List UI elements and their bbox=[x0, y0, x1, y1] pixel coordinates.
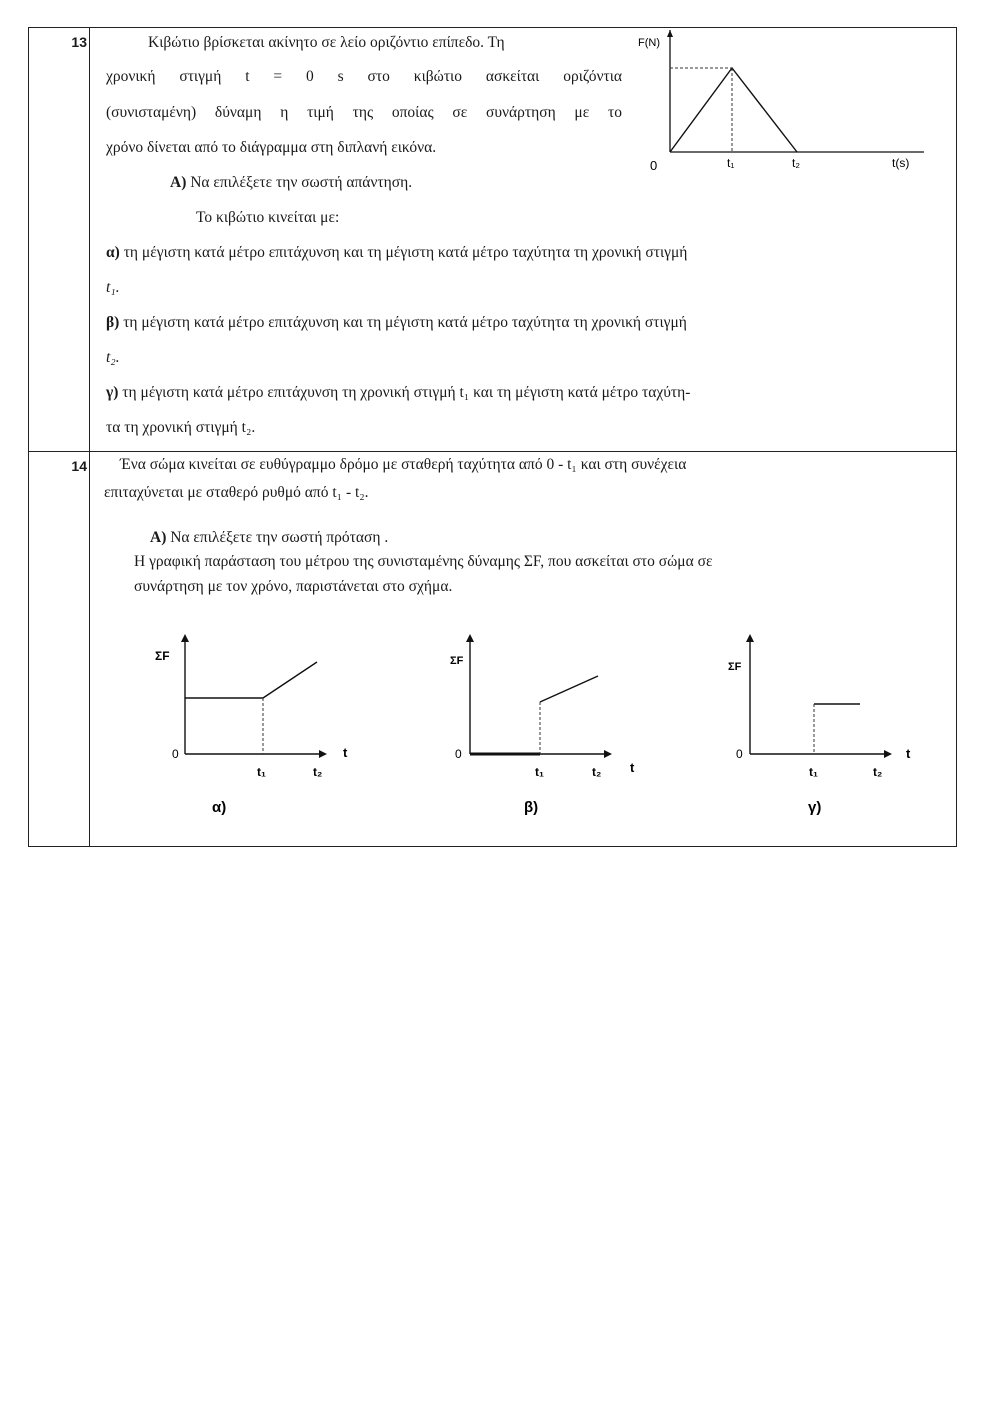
question-stem: συνάρτηση με τον χρόνο, παριστάνεται στο σχήμα. bbox=[134, 578, 453, 595]
option-b-continuation: t₂. bbox=[106, 349, 120, 366]
x-axis-label: t bbox=[630, 760, 635, 775]
t1-label: t₁ bbox=[535, 765, 544, 779]
intro-line: χρόνο δίνεται από το διάγραμμα στη διπλανή εικόνα. bbox=[106, 139, 437, 156]
origin-label: 0 bbox=[650, 158, 658, 173]
option-c bbox=[106, 384, 690, 402]
graph-caption: β) bbox=[524, 799, 539, 816]
intro-line: Ένα σώμα κινείται σε ευθύγραμμο δρόμο με σταθερή ταχύτητα από 0 - t₁ και στη συνέχεια bbox=[120, 456, 687, 473]
question-number: 14 bbox=[29, 452, 90, 847]
x-axis-arrow bbox=[604, 750, 612, 758]
t2-label: t₂ bbox=[313, 765, 323, 779]
task-text: Να επιλέξετε την σωστή πρόταση . bbox=[170, 529, 389, 546]
option-b bbox=[106, 314, 687, 332]
option-label: β) bbox=[106, 314, 120, 331]
y-axis-arrow bbox=[746, 634, 754, 642]
intro-line: (συνισταμένη) δύναμη η τιμή της οποίας σε συνάρτηση με το bbox=[106, 104, 622, 121]
exercise-sheet bbox=[28, 27, 957, 847]
origin-label: 0 bbox=[172, 747, 179, 761]
force-curve bbox=[670, 68, 797, 152]
option-label: α) bbox=[106, 244, 120, 261]
option-c-continuation: τα τη χρονική στιγμή t₂. bbox=[106, 419, 256, 436]
question-stem: Το κιβώτιο κινείται με: bbox=[196, 209, 340, 226]
origin-label: 0 bbox=[455, 747, 462, 761]
question-row-13 bbox=[29, 28, 957, 452]
question-row-14 bbox=[29, 452, 957, 847]
y-axis-arrow bbox=[181, 634, 189, 642]
force-time-graph bbox=[630, 28, 930, 188]
y-axis-label: ΣF bbox=[450, 655, 464, 667]
y-axis-label: ΣF bbox=[728, 661, 742, 673]
x-axis-label: t bbox=[906, 746, 911, 761]
questions-table bbox=[28, 27, 957, 847]
question-body-13 bbox=[90, 28, 957, 452]
intro-line: χρονική στιγμή t = 0 s στο κιβώτιο ασκείται οριζόντια bbox=[106, 68, 622, 85]
option-a bbox=[106, 244, 687, 262]
y-axis-arrow bbox=[466, 634, 474, 642]
t2-label: t₂ bbox=[873, 765, 883, 779]
y-axis-label: ΣF bbox=[155, 649, 170, 663]
task-instruction bbox=[150, 529, 388, 547]
x-axis-label: t bbox=[343, 745, 348, 760]
force-curve bbox=[540, 676, 598, 702]
graph-option-b bbox=[430, 630, 670, 820]
y-axis-arrow bbox=[667, 30, 673, 37]
option-text: τη μέγιστη κατά μέτρο επιτάχυνση και τη μέγιστη κατά μέτρο ταχύτητα τη χρονική στιγμή bbox=[123, 244, 688, 261]
option-text: τη μέγιστη κατά μέτρο επιτάχυνση τη χρονική στιγμή t₁ και τη μέγιστη κατά μέτρο ταχύτη- bbox=[122, 384, 691, 401]
task-text: Να επιλέξετε την σωστή απάντηση. bbox=[190, 174, 413, 191]
question-stem: Η γραφική παράσταση του μέτρου της συνισταμένης δύναμης ΣF, που ασκείται στο σώμα σε bbox=[134, 553, 713, 570]
task-instruction bbox=[170, 174, 412, 192]
t1-label: t₁ bbox=[257, 765, 266, 779]
y-axis-label: F(N) bbox=[638, 37, 660, 49]
origin-label: 0 bbox=[736, 747, 743, 761]
x-axis-label: t(s) bbox=[892, 156, 910, 170]
x-axis-arrow bbox=[884, 750, 892, 758]
x-axis-arrow bbox=[319, 750, 327, 758]
option-text: τη μέγιστη κατά μέτρο επιτάχυνση και τη μέγιστη κατά μέτρο ταχύτητα τη χρονική στιγμή bbox=[123, 314, 687, 331]
intro-line: επιταχύνεται με σταθερό ρυθμό από t₁ - t₂. bbox=[104, 484, 369, 501]
t2-label: t₂ bbox=[792, 156, 800, 170]
t1-label: t₁ bbox=[727, 156, 735, 170]
graph-caption: α) bbox=[212, 799, 227, 816]
graph-option-c bbox=[710, 630, 950, 820]
question-body-14 bbox=[90, 452, 957, 847]
option-label: γ) bbox=[106, 384, 119, 401]
force-curve bbox=[185, 662, 317, 698]
task-label: Α) bbox=[150, 529, 167, 546]
t2-label: t₂ bbox=[592, 765, 602, 779]
t1-label: t₁ bbox=[809, 765, 818, 779]
graph-option-a bbox=[145, 630, 385, 820]
graph-caption: γ) bbox=[808, 799, 822, 816]
task-label: Α) bbox=[170, 174, 187, 191]
question-number: 13 bbox=[29, 28, 90, 452]
option-a-continuation: t₁. bbox=[106, 279, 120, 296]
intro-line: Κιβώτιο βρίσκεται ακίνητο σε λείο οριζόντιο επίπεδο. Τη bbox=[148, 34, 505, 51]
